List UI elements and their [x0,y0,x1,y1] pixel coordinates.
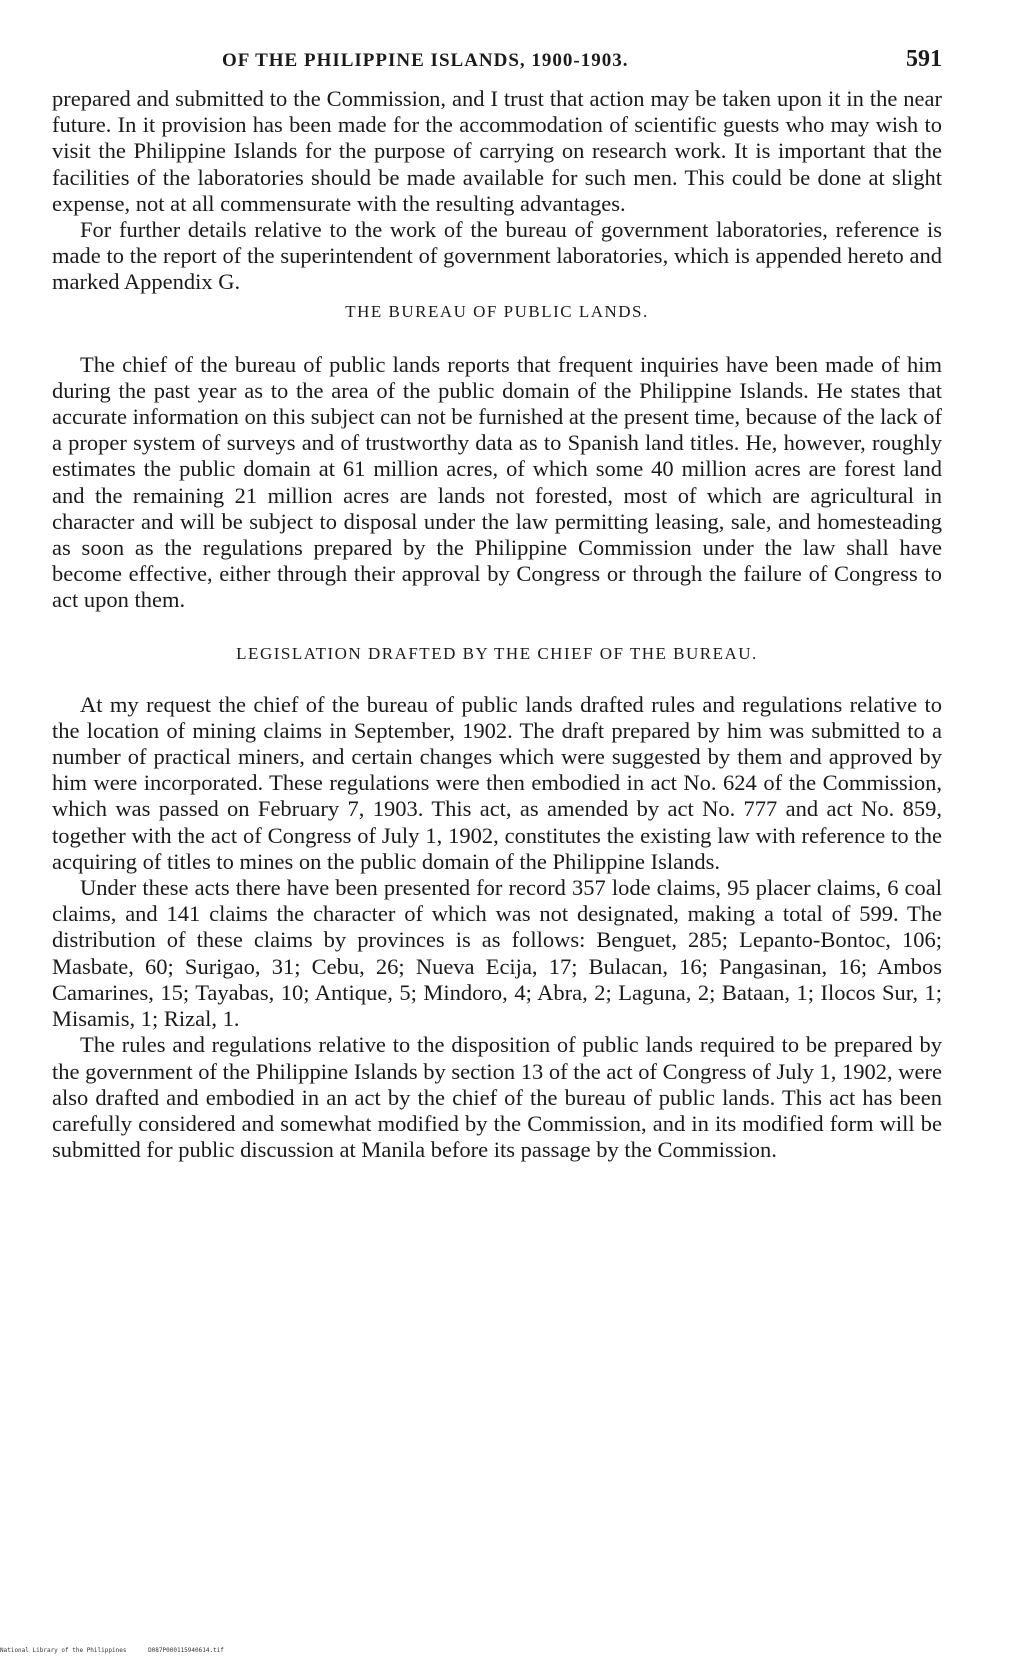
paragraph-continued: prepared and submitted to the Commission, and I trust that action may be taken upon it in the near future. In it provision has been made for the accommodation of scientific guests who may wish to visit the Philippine Islands for the purpose of carrying on research work. It is important that the facilities of the laboratories should be made available for such men. This could be done at slight expense, not at all commensurate with the resulting advantages. [52,86,942,216]
footer-file-id: D087P000115940614.tif [148,1647,224,1654]
paragraph-claims-distribution: Under these acts there have been presented for record 357 lode claims, 95 placer claims, 6 coal claims, and 141 claims the character of which was not designated, making a total of 599. The distribution of these claims by provinces is as follows: Benguet, 285; Lepanto-Bontoc, 106; Masbate, 60; Surigao, 31; Cebu, 26; Nueva Ecija, 17; Bulacan, 16; Pangasinan, 16; Ambos Camarines, 15; Tayabas, 10; Antique, 5; Mindoro, 4; Abra, 2; Laguna, 2; Bataan, 1; Ilocos Sur, 1; Misamis, 1; Rizal, 1. [52,875,942,1032]
paragraph-public-domain: The chief of the bureau of public lands reports that frequent inquiries have been made of him during the past year as to the area of the public domain of the Philippine Islands. He states that accurate information on this subject can not be furnished at the present time, because of the lack of a proper system of surveys and of trustworthy data as to Spanish land titles. He, however, roughly estimates the public domain at 61 million acres, of which some 40 million acres are forest land and the remaining 21 million acres are lands not forested, most of which are agricultural in character and will be subject to disposal under the law permitting leasing, sale, and homesteading as soon as the regulations prepared by the Philippine Commission under the law shall have become effective, either through their approval by Congress or through the failure of Congress to act upon them. [52,351,942,613]
section-heading-legislation: LEGISLATION DRAFTED BY THE CHIEF OF THE BUREAU. [236,643,758,663]
page-number: 591 [906,46,942,72]
scan-footer [0,1647,224,1654]
paragraph-further-details: For further details relative to the work of the bureau of government laboratories, reference is made to the report of the superintendent of government laboratories, which is appended hereto and marked Appendix G. [52,217,942,295]
section-heading-public-lands: THE BUREAU OF PUBLIC LANDS. [345,301,649,321]
document-page [52,46,942,1163]
running-header [52,46,942,86]
footer-library: National Library of the Philippines [0,1647,127,1654]
paragraph-mining-rules: At my request the chief of the bureau of public lands drafted rules and regulations relative to the location of mining claims in September, 1902. The draft prepared by him was submitted to a number of practical miners, and certain changes which were suggested by them and approved by him were incorporated. These regulations were then embodied in act No. 624 of the Commission, which was passed on February 7, 1903. This act, as amended by act No. 777 and act No. 859, together with the act of Congress of July 1, 1902, constitutes the existing law with reference to the acquiring of titles to mines on the public domain of the Philippine Islands. [52,691,942,874]
paragraph-disposition-rules: The rules and regulations relative to the disposition of public lands required to be prepared by the government of the Philippine Islands by section 13 of the act of Congress of July 1, 1902, were also drafted and embodied in an act by the chief of the bureau of public lands. This act has been carefully considered and somewhat modified by the Commission, and in its modified form will be submitted for public discussion at Manila before its passage by the Commission. [52,1032,942,1163]
running-title: OF THE PHILIPPINE ISLANDS, 1900-1903. [222,50,629,71]
